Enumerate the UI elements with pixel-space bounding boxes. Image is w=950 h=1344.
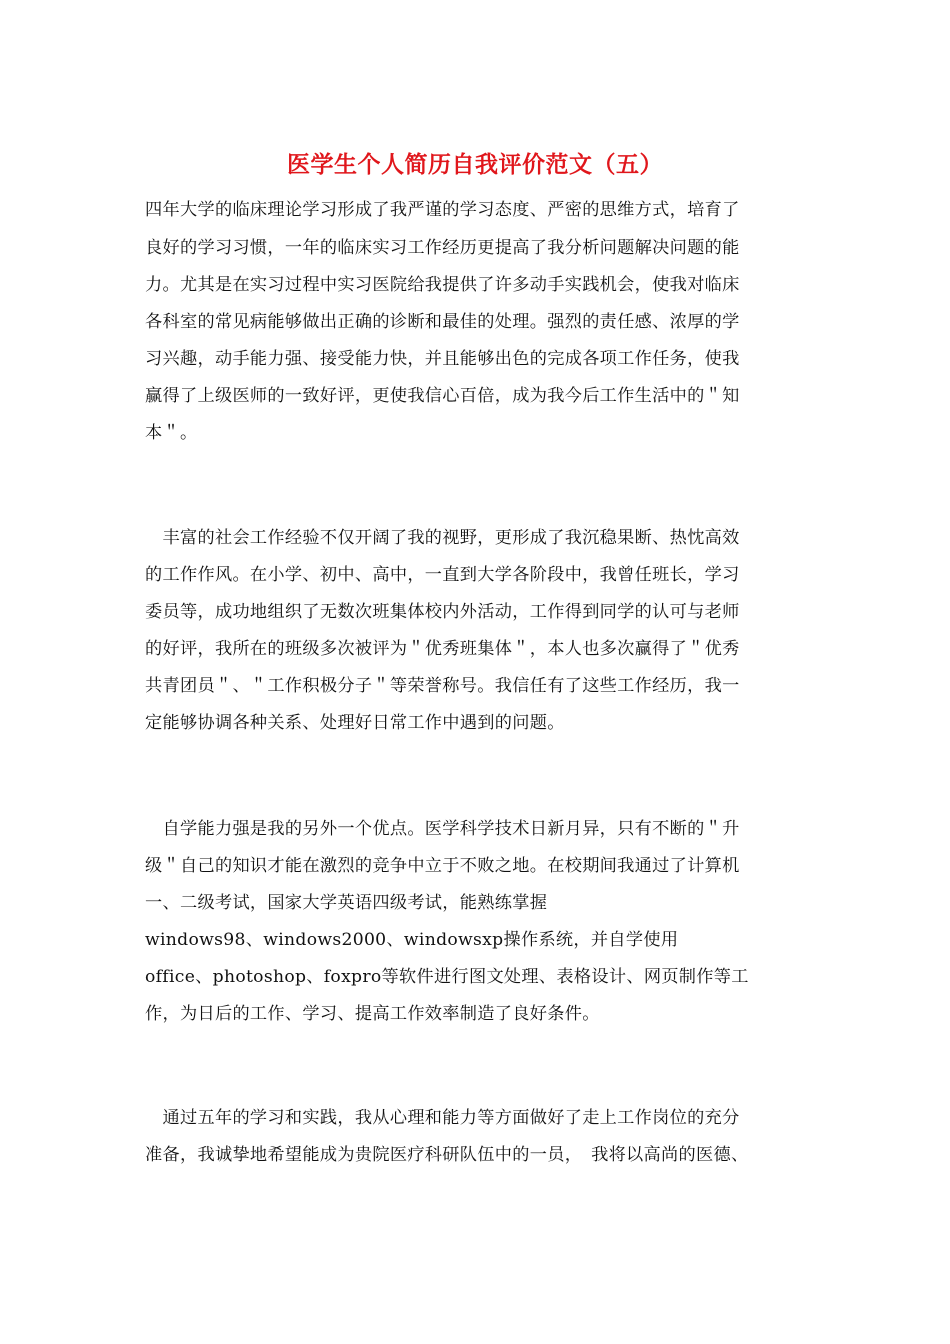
paragraph-line: office、photoshop、foxpro等软件进行图文处理、表格设计、网页制作等工 (145, 967, 749, 987)
paragraph-line: 准备，我诚挚地希望能成为贵院医疗科研队伍中的一员， 我将以高尚的医德、 (145, 1145, 749, 1165)
paragraph-line: 各科室的常见病能够做出正确的诊断和最佳的处理。强烈的责任感、浓厚的学 (145, 312, 740, 332)
paragraph-line: 定能够协调各种关系、处理好日常工作中遇到的问题。 (145, 713, 565, 733)
paragraph-line: 力。尤其是在实习过程中实习医院给我提供了许多动手实践机会，使我对临床 (145, 275, 740, 295)
paragraph-line: 四年大学的临床理论学习形成了我严谨的学习态度、严密的思维方式，培育了 (145, 200, 740, 220)
paragraph-line: 级＂自己的知识才能在激烈的竞争中立于不败之地。在校期间我通过了计算机 (145, 856, 740, 876)
paragraph-line: 通过五年的学习和实践，我从心理和能力等方面做好了走上工作岗位的充分 (145, 1108, 740, 1128)
paragraph-line: windows98、windows2000、windowsxp操作系统，并自学使用 (145, 930, 679, 950)
paragraph-line: 本＂。 (145, 423, 198, 443)
paragraph-line: 的工作作风。在小学、初中、高中，一直到大学各阶段中，我曾任班长，学习 (145, 565, 740, 585)
paragraph-line: 一、二级考试，国家大学英语四级考试，能熟练掌握 (145, 893, 548, 913)
paragraph-line: 的好评，我所在的班级多次被评为＂优秀班集体＂，本人也多次赢得了＂优秀 (145, 639, 740, 659)
document-title: 医学生个人简历自我评价范文（五） (287, 151, 663, 178)
paragraph-line: 良好的学习习惯，一年的临床实习工作经历更提高了我分析问题解决问题的能 (145, 238, 740, 258)
paragraph-line: 委员等，成功地组织了无数次班集体校内外活动，工作得到同学的认可与老师 (145, 602, 740, 622)
paragraph-line: 自学能力强是我的另外一个优点。医学科学技术日新月异，只有不断的＂升 (145, 819, 740, 839)
paragraph-line: 习兴趣，动手能力强、接受能力快，并且能够出色的完成各项工作任务，使我 (145, 349, 740, 369)
paragraph-line: 丰富的社会工作经验不仅开阔了我的视野，更形成了我沉稳果断、热忱高效 (145, 528, 740, 548)
paragraph-line: 作，为日后的工作、学习、提高工作效率制造了良好条件。 (145, 1004, 600, 1024)
paragraph-line: 赢得了上级医师的一致好评，更使我信心百倍，成为我今后工作生活中的＂知 (145, 386, 740, 406)
paragraph-line: 共青团员＂、＂工作积极分子＂等荣誉称号。我信任有了这些工作经历，我一 (145, 676, 740, 696)
